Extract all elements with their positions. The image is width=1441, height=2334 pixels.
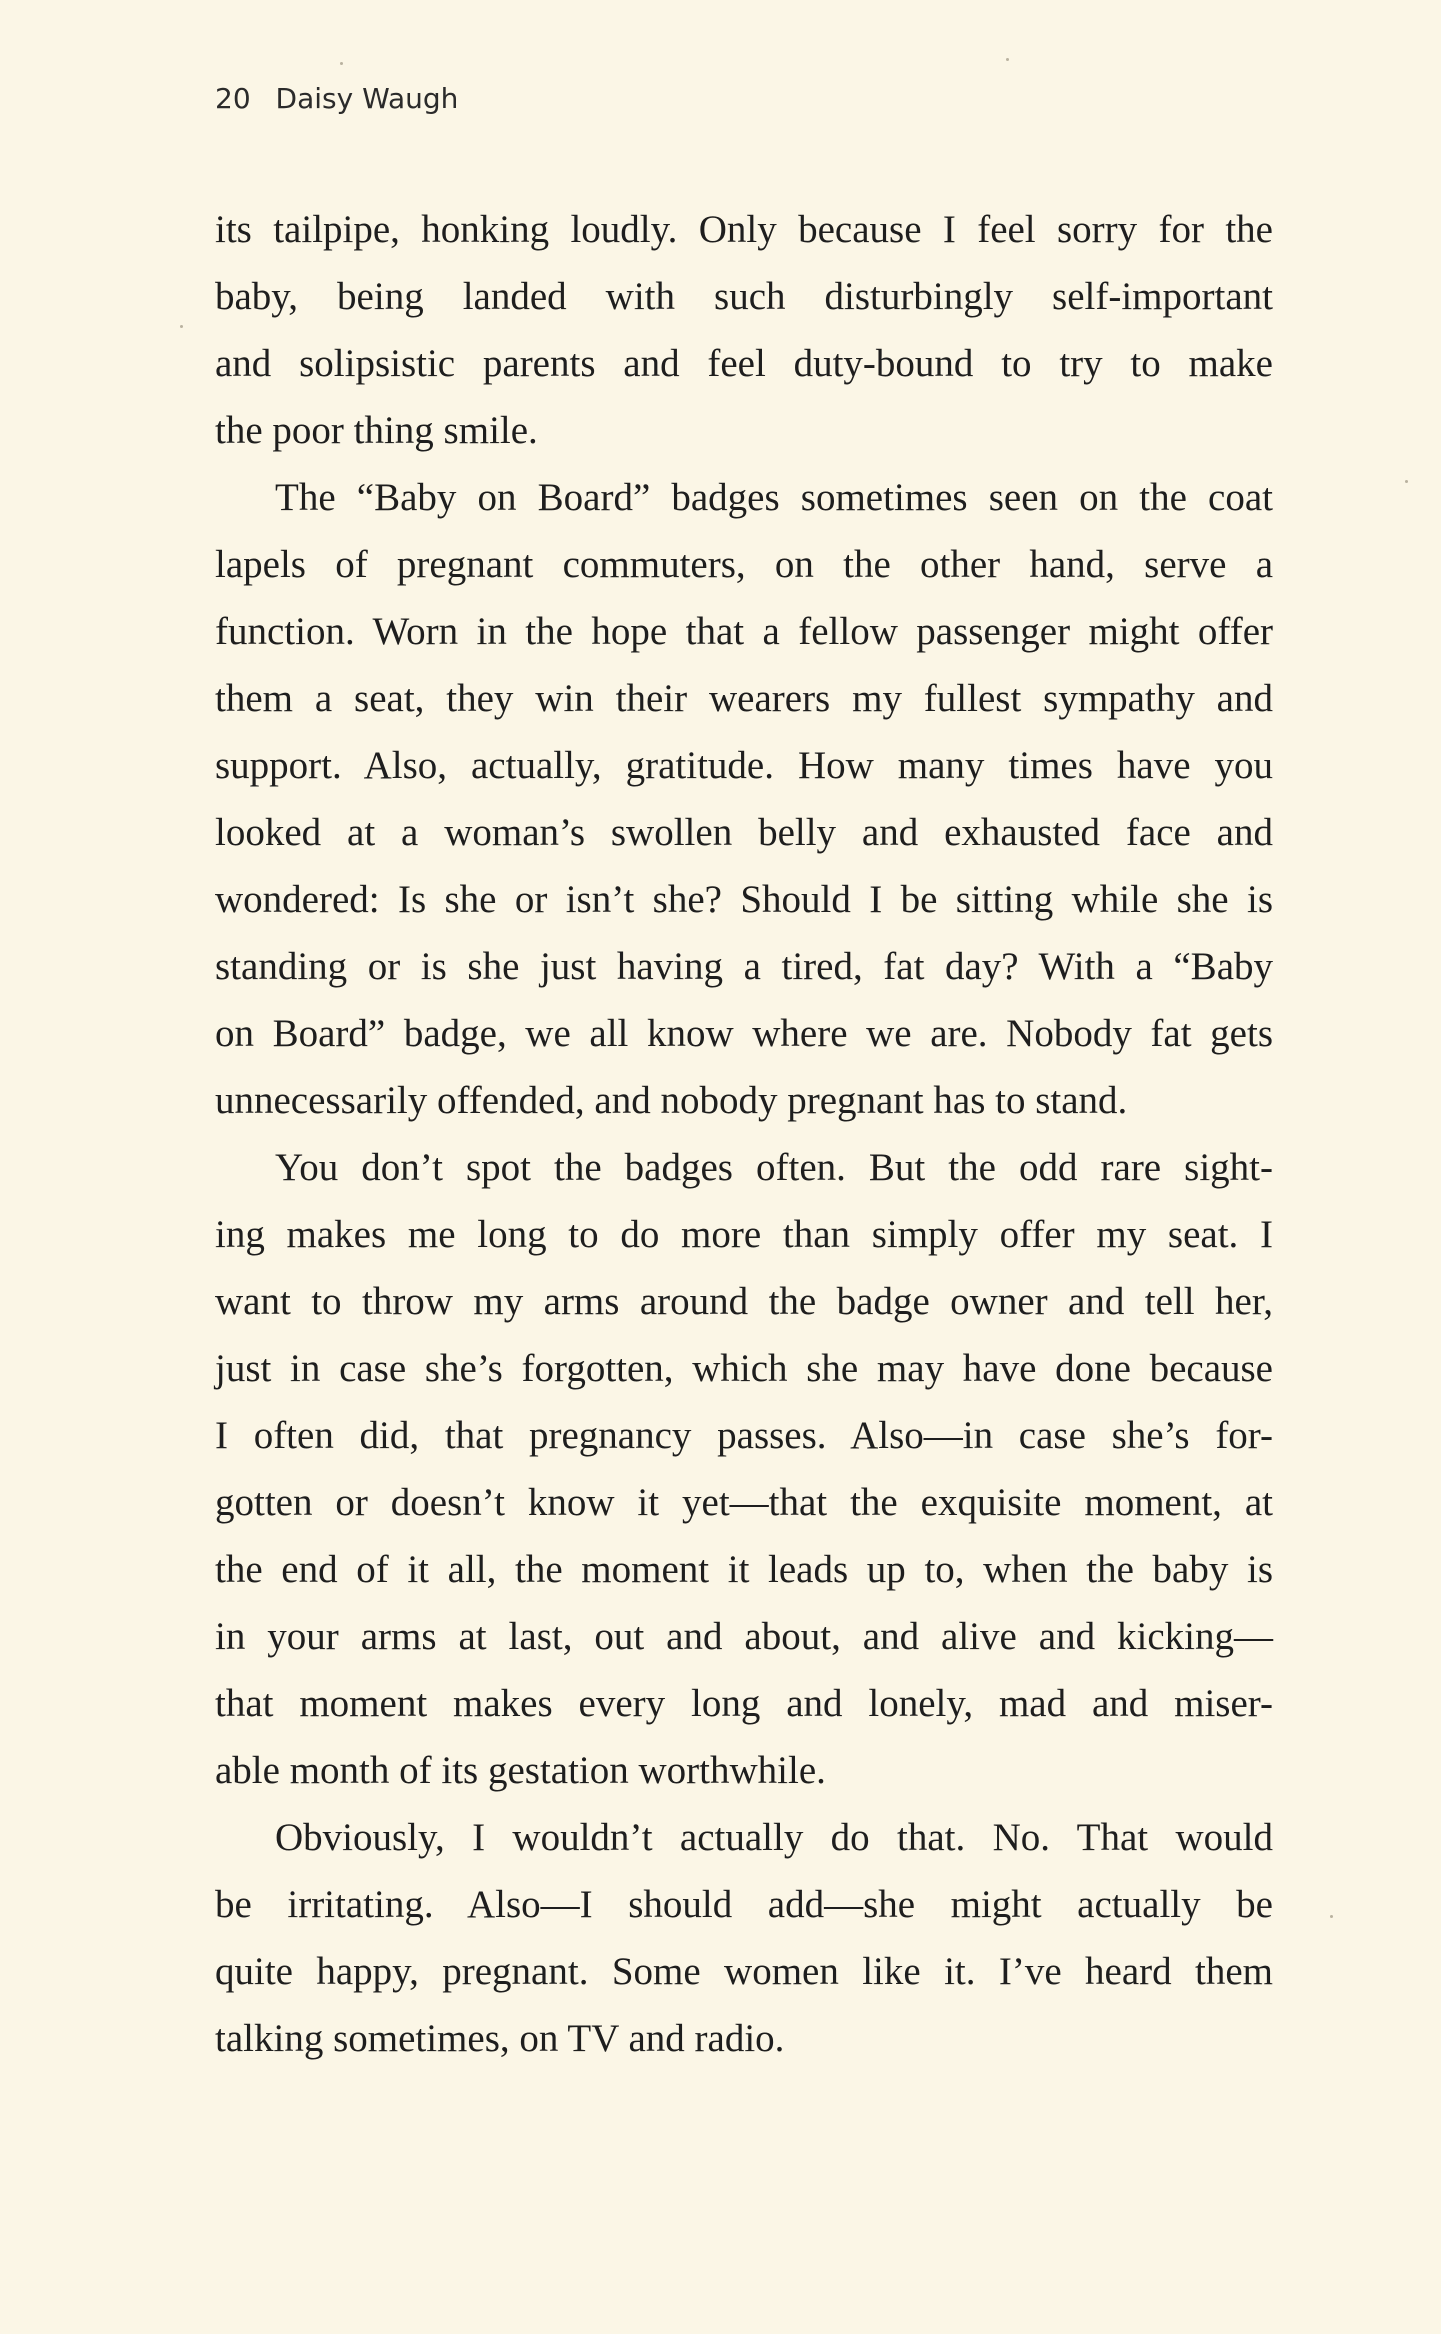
text-line: want to throw my arms around the badge owner and tell her, <box>215 1280 1273 1323</box>
paper-speck <box>1405 480 1408 483</box>
paper-speck <box>340 62 343 65</box>
text-line: looked at a woman’s swollen belly and exhausted face and <box>215 811 1273 854</box>
text-line: wondered: Is she or isn’t she? Should I be sitting while she is <box>215 878 1273 921</box>
text-line: The “Baby on Board” badges sometimes seen on the coat <box>275 476 1273 519</box>
text-line: baby, being landed with such disturbingly self-important <box>215 275 1273 318</box>
paragraph <box>215 196 1273 464</box>
text-line: Obviously, I wouldn’t actually do that. No. That would <box>275 1816 1273 1859</box>
running-header <box>215 82 458 115</box>
text-line: standing or is she just having a tired, fat day? With a “Baby <box>215 945 1273 988</box>
paper-speck <box>180 325 183 328</box>
text-line: on Board” badge, we all know where we are. Nobody fat gets <box>215 1012 1273 1055</box>
text-line: them a seat, they win their wearers my fullest sympathy and <box>215 677 1273 720</box>
text-line: and solipsistic parents and feel duty-bound to try to make <box>215 342 1273 385</box>
page-number: 20 <box>215 82 251 115</box>
text-line: talking sometimes, on TV and radio. <box>215 2017 785 2060</box>
text-line: quite happy, pregnant. Some women like it. I’ve heard them <box>215 1950 1273 1993</box>
text-line: be irritating. Also—I should add—she might actually be <box>215 1883 1273 1926</box>
text-line: function. Worn in the hope that a fellow passenger might offer <box>215 610 1273 653</box>
text-line: unnecessarily offended, and nobody pregnant has to stand. <box>215 1079 1128 1122</box>
paper-speck <box>1330 1915 1333 1918</box>
text-line: lapels of pregnant commuters, on the other hand, serve a <box>215 543 1273 586</box>
body-text <box>215 196 1273 2072</box>
text-line: support. Also, actually, gratitude. How many times have you <box>215 744 1273 787</box>
text-line: just in case she’s forgotten, which she may have done because <box>215 1347 1273 1390</box>
paragraph <box>215 1804 1273 2072</box>
text-line: the poor thing smile. <box>215 409 538 452</box>
paper-speck <box>1006 58 1009 61</box>
text-line: You don’t spot the badges often. But the odd rare sight- <box>275 1146 1273 1189</box>
paragraph <box>215 1134 1273 1804</box>
paragraph <box>215 464 1273 1134</box>
text-line: able month of its gestation worthwhile. <box>215 1749 826 1792</box>
text-line: that moment makes every long and lonely, mad and miser- <box>215 1682 1273 1725</box>
text-line: the end of it all, the moment it leads up to, when the baby is <box>215 1548 1273 1591</box>
running-head-author: Daisy Waugh <box>275 82 459 115</box>
text-line: in your arms at last, out and about, and alive and kicking— <box>215 1615 1273 1658</box>
text-line: ing makes me long to do more than simply offer my seat. I <box>215 1213 1273 1256</box>
text-line: gotten or doesn’t know it yet—that the exquisite moment, at <box>215 1481 1273 1524</box>
text-line: I often did, that pregnancy passes. Also—in case she’s for- <box>215 1414 1273 1457</box>
text-line: its tailpipe, honking loudly. Only because I feel sorry for the <box>215 208 1273 251</box>
